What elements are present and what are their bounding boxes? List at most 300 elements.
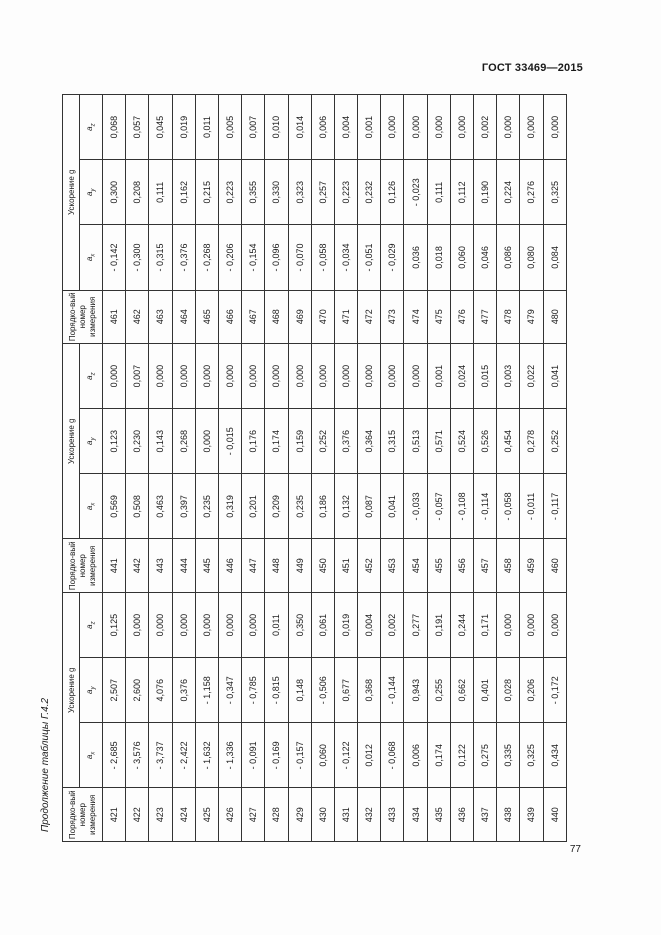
measurement-number-cell: 445 [195, 539, 218, 593]
acceleration-value-cell: - 0,051 [358, 225, 381, 290]
acceleration-value-cell: 0,368 [358, 658, 381, 723]
axis-letter: a [85, 440, 95, 445]
table-row [149, 95, 172, 842]
acceleration-value-cell: 4,076 [149, 658, 172, 723]
acceleration-value-cell: - 0,315 [149, 225, 172, 290]
table-header [63, 95, 103, 842]
acceleration-value-cell: - 0,169 [265, 723, 288, 788]
acceleration-value-cell: 0,215 [195, 160, 218, 225]
acceleration-value-cell: 0,206 [520, 658, 543, 723]
measurement-number-cell: 451 [334, 539, 357, 593]
acceleration-value-cell: 0,000 [172, 344, 195, 409]
acceleration-value-cell: - 1,632 [195, 723, 218, 788]
measurement-number-cell: 431 [334, 788, 357, 842]
measurement-number-cell: 440 [543, 788, 566, 842]
measurement-number-cell: 442 [126, 539, 149, 593]
acceleration-value-cell: 0,007 [242, 95, 265, 160]
acceleration-value-cell: 0,315 [381, 409, 404, 474]
acceleration-value-cell: 0,000 [242, 344, 265, 409]
acceleration-value-cell: 0,300 [103, 160, 126, 225]
acceleration-value-cell: 0,401 [474, 658, 497, 723]
table-row [520, 95, 543, 842]
acceleration-value-cell: 0,000 [172, 593, 195, 658]
axis-letter: a [85, 624, 95, 629]
acceleration-value-cell: 0,000 [195, 409, 218, 474]
acceleration-value-cell: 0,325 [543, 160, 566, 225]
measurement-number-cell: 448 [265, 539, 288, 593]
measurement-number-cell: 434 [404, 788, 427, 842]
table-row [103, 95, 126, 842]
acceleration-value-cell: 0,126 [381, 160, 404, 225]
acceleration-value-cell: - 0,068 [381, 723, 404, 788]
measurement-number-cell: 439 [520, 788, 543, 842]
acceleration-value-cell: 0,000 [404, 95, 427, 160]
acceleration-value-cell: 0,276 [520, 160, 543, 225]
acceleration-value-cell: 0,060 [450, 225, 473, 290]
acceleration-value-cell: 0,208 [126, 160, 149, 225]
rotated-table-area [40, 94, 590, 842]
acceleration-value-cell: - 1,158 [195, 658, 218, 723]
measurement-number-cell: 472 [358, 290, 381, 344]
acceleration-value-cell: 0,028 [497, 658, 520, 723]
measurement-number-cell: 477 [474, 290, 497, 344]
acceleration-value-cell: 0,223 [334, 160, 357, 225]
acceleration-value-cell: 0,662 [450, 658, 473, 723]
acceleration-value-cell: 0,162 [172, 160, 195, 225]
acceleration-value-cell: 0,677 [334, 658, 357, 723]
acceleration-value-cell: 0,018 [427, 225, 450, 290]
acceleration-value-cell: 0,176 [242, 409, 265, 474]
acceleration-value-cell: - 0,157 [288, 723, 311, 788]
axis-letter: a [85, 256, 95, 262]
acceleration-value-cell: 0,524 [450, 409, 473, 474]
measurement-number-cell: 422 [126, 788, 149, 842]
acceleration-value-cell: 0,002 [381, 593, 404, 658]
acceleration-value-cell: 0,330 [265, 160, 288, 225]
acceleration-value-cell: 0,000 [497, 95, 520, 160]
acceleration-value-cell: 0,508 [126, 474, 149, 539]
axis-subscript: z [90, 621, 97, 625]
acceleration-value-cell: 0,268 [172, 409, 195, 474]
acceleration-value-cell: 0,014 [288, 95, 311, 160]
acceleration-value-cell: 0,526 [474, 409, 497, 474]
axis-letter: a [85, 754, 95, 760]
acceleration-value-cell: 0,454 [497, 409, 520, 474]
acceleration-value-cell: 0,012 [358, 723, 381, 788]
acceleration-value-cell: - 0,172 [543, 658, 566, 723]
measurement-number-cell: 470 [311, 290, 334, 344]
acceleration-value-cell: 0,036 [404, 225, 427, 290]
acceleration-value-cell: 0,068 [103, 95, 126, 160]
measurement-number-cell: 473 [381, 290, 404, 344]
axis-header-y [80, 409, 103, 474]
axis-subscript: y [90, 188, 97, 192]
acceleration-value-cell: - 0,058 [311, 225, 334, 290]
acceleration-value-cell: - 0,033 [404, 474, 427, 539]
table-caption: Продолжение таблицы Г.4.2 [40, 697, 51, 832]
acceleration-header: Ускорение g [63, 593, 80, 788]
table-row [311, 95, 334, 842]
acceleration-value-cell: 0,235 [288, 474, 311, 539]
axis-header-x [80, 723, 103, 788]
acceleration-value-cell: - 0,785 [242, 658, 265, 723]
acceleration-value-cell: 0,000 [404, 344, 427, 409]
table-row [474, 95, 497, 842]
acceleration-value-cell: 0,252 [543, 409, 566, 474]
table-row [450, 95, 473, 842]
acceleration-value-cell: 0,041 [543, 344, 566, 409]
measurement-number-cell: 459 [520, 539, 543, 593]
acceleration-value-cell: 0,335 [497, 723, 520, 788]
measurement-number-cell: 435 [427, 788, 450, 842]
table-row [195, 95, 218, 842]
acceleration-value-cell: 0,571 [427, 409, 450, 474]
measurement-number-cell: 430 [311, 788, 334, 842]
acceleration-value-cell: 0,086 [497, 225, 520, 290]
acceleration-value-cell: 0,132 [334, 474, 357, 539]
measurement-number-cell: 466 [218, 290, 241, 344]
measurement-number-cell: 464 [172, 290, 195, 344]
acceleration-value-cell: 0,000 [195, 344, 218, 409]
measurement-number-cell: 479 [520, 290, 543, 344]
measurement-number-cell: 436 [450, 788, 473, 842]
measurement-number-cell: 460 [543, 539, 566, 593]
measurement-number-cell: 427 [242, 788, 265, 842]
measurement-number-cell: 455 [427, 539, 450, 593]
acceleration-value-cell: 0,174 [265, 409, 288, 474]
axis-subscript: z [90, 123, 97, 127]
acceleration-value-cell: - 0,057 [427, 474, 450, 539]
acceleration-value-cell: - 0,011 [520, 474, 543, 539]
acceleration-value-cell: 0,001 [358, 95, 381, 160]
acceleration-value-cell: 0,209 [265, 474, 288, 539]
axis-subscript: x [90, 502, 97, 506]
acceleration-value-cell: - 0,096 [265, 225, 288, 290]
acceleration-value-cell: 0,278 [520, 409, 543, 474]
table-row [126, 95, 149, 842]
axis-header-x [80, 474, 103, 539]
table-row [381, 95, 404, 842]
measurement-number-cell: 462 [126, 290, 149, 344]
measurement-number-cell: 424 [172, 788, 195, 842]
measurement-number-cell: 432 [358, 788, 381, 842]
axis-header-x [80, 225, 103, 290]
measurement-number-cell: 426 [218, 788, 241, 842]
measurement-number-cell: 452 [358, 539, 381, 593]
acceleration-value-cell: 0,190 [474, 160, 497, 225]
acceleration-value-cell: - 0,347 [218, 658, 241, 723]
acceleration-value-cell: 0,003 [497, 344, 520, 409]
acceleration-value-cell: 0,046 [474, 225, 497, 290]
acceleration-value-cell: 0,319 [218, 474, 241, 539]
acceleration-value-cell: - 2,422 [172, 723, 195, 788]
acceleration-value-cell: 0,000 [242, 593, 265, 658]
acceleration-value-cell: 0,000 [497, 593, 520, 658]
measurement-number-cell: 428 [265, 788, 288, 842]
measurement-number-cell: 443 [149, 539, 172, 593]
acceleration-value-cell: 0,123 [103, 409, 126, 474]
acceleration-value-cell: 0,376 [334, 409, 357, 474]
table-row [543, 95, 566, 842]
acceleration-value-cell: 0,084 [543, 225, 566, 290]
acceleration-value-cell: 0,000 [381, 95, 404, 160]
acceleration-value-cell: 0,004 [358, 593, 381, 658]
acceleration-value-cell: 0,275 [474, 723, 497, 788]
acceleration-value-cell: 0,000 [358, 344, 381, 409]
acceleration-value-cell: 0,230 [126, 409, 149, 474]
measurement-number-cell: 474 [404, 290, 427, 344]
acceleration-value-cell: - 0,300 [126, 225, 149, 290]
acceleration-value-cell: 0,010 [265, 95, 288, 160]
measurement-number-cell: 425 [195, 788, 218, 842]
acceleration-value-cell: 0,364 [358, 409, 381, 474]
axis-subscript: z [90, 372, 97, 376]
standard-header: ГОСТ 33469—2015 [481, 62, 583, 74]
axis-subscript: x [90, 253, 97, 257]
measurement-number-cell: 453 [381, 539, 404, 593]
acceleration-value-cell: 0,277 [404, 593, 427, 658]
acceleration-value-cell: 0,015 [474, 344, 497, 409]
acceleration-value-cell: 0,061 [311, 593, 334, 658]
axis-header-z [80, 95, 103, 160]
acceleration-value-cell: 0,000 [427, 95, 450, 160]
measurement-number-cell: 467 [242, 290, 265, 344]
acceleration-value-cell: - 1,336 [218, 723, 241, 788]
acceleration-value-cell: 0,000 [149, 344, 172, 409]
measurement-number-cell: 438 [497, 788, 520, 842]
table-row [172, 95, 195, 842]
acceleration-value-cell: 0,019 [172, 95, 195, 160]
measurement-number-cell: 429 [288, 788, 311, 842]
acceleration-value-cell: - 0,268 [195, 225, 218, 290]
acceleration-value-cell: 0,041 [381, 474, 404, 539]
acceleration-value-cell: 0,513 [404, 409, 427, 474]
measurement-number-cell: 441 [103, 539, 126, 593]
acceleration-value-cell: - 0,070 [288, 225, 311, 290]
acceleration-value-cell: 0,000 [149, 593, 172, 658]
acceleration-value-cell: 0,255 [427, 658, 450, 723]
measurement-number-header: Порядко-вый номер измерения [63, 539, 103, 593]
acceleration-value-cell: 0,943 [404, 658, 427, 723]
acceleration-value-cell: 0,087 [358, 474, 381, 539]
acceleration-value-cell: 0,000 [381, 344, 404, 409]
acceleration-value-cell: - 0,122 [334, 723, 357, 788]
acceleration-value-cell: 0,045 [149, 95, 172, 160]
acceleration-value-cell: 0,000 [195, 593, 218, 658]
measurement-number-cell: 471 [334, 290, 357, 344]
acceleration-value-cell: 0,022 [520, 344, 543, 409]
acceleration-value-cell: - 0,206 [218, 225, 241, 290]
acceleration-value-cell: 0,191 [427, 593, 450, 658]
acceleration-value-cell: - 0,815 [265, 658, 288, 723]
table-row [242, 95, 265, 842]
acceleration-value-cell: - 3,576 [126, 723, 149, 788]
acceleration-value-cell: 0,323 [288, 160, 311, 225]
measurement-number-cell: 446 [218, 539, 241, 593]
measurement-number-cell: 465 [195, 290, 218, 344]
measurement-number-cell: 433 [381, 788, 404, 842]
acceleration-value-cell: 0,080 [520, 225, 543, 290]
acceleration-value-cell: 0,257 [311, 160, 334, 225]
acceleration-value-cell: 0,024 [450, 344, 473, 409]
measurement-number-cell: 480 [543, 290, 566, 344]
acceleration-value-cell: 0,011 [195, 95, 218, 160]
acceleration-value-cell: - 3,737 [149, 723, 172, 788]
acceleration-value-cell: 0,112 [450, 160, 473, 225]
acceleration-value-cell: - 0,154 [242, 225, 265, 290]
acceleration-value-cell: 0,171 [474, 593, 497, 658]
acceleration-value-cell: 0,223 [218, 160, 241, 225]
acceleration-value-cell: - 0,023 [404, 160, 427, 225]
acceleration-value-cell: 0,000 [543, 593, 566, 658]
measurement-number-cell: 458 [497, 539, 520, 593]
acceleration-value-cell: 0,376 [172, 658, 195, 723]
measurement-number-cell: 461 [103, 290, 126, 344]
axis-letter: a [85, 505, 95, 511]
acceleration-value-cell: 0,201 [242, 474, 265, 539]
axis-letter: a [85, 191, 95, 197]
acceleration-value-cell: 2,507 [103, 658, 126, 723]
acceleration-value-cell: 2,600 [126, 658, 149, 723]
acceleration-value-cell: - 0,058 [497, 474, 520, 539]
page-number: 77 [569, 844, 581, 855]
acceleration-value-cell: 0,001 [427, 344, 450, 409]
acceleration-value-cell: - 0,034 [334, 225, 357, 290]
axis-header-y [80, 160, 103, 225]
acceleration-value-cell: 0,111 [149, 160, 172, 225]
acceleration-table [62, 94, 567, 842]
acceleration-value-cell: 0,000 [520, 593, 543, 658]
table-row [218, 95, 241, 842]
measurement-number-cell: 476 [450, 290, 473, 344]
acceleration-value-cell: 0,011 [265, 593, 288, 658]
acceleration-value-cell: 0,232 [358, 160, 381, 225]
acceleration-value-cell: - 0,144 [381, 658, 404, 723]
acceleration-value-cell: 0,000 [265, 344, 288, 409]
table-body [103, 95, 567, 842]
acceleration-value-cell: 0,000 [450, 95, 473, 160]
table-row [334, 95, 357, 842]
acceleration-value-cell: 0,000 [218, 344, 241, 409]
acceleration-value-cell: 0,060 [311, 723, 334, 788]
acceleration-value-cell: - 0,091 [242, 723, 265, 788]
acceleration-header: Ускорение g [63, 344, 80, 539]
measurement-number-cell: 450 [311, 539, 334, 593]
acceleration-value-cell: 0,007 [126, 344, 149, 409]
table-row [265, 95, 288, 842]
table-row [288, 95, 311, 842]
acceleration-value-cell: 0,355 [242, 160, 265, 225]
table-row [404, 95, 427, 842]
acceleration-value-cell: - 0,142 [103, 225, 126, 290]
acceleration-value-cell: 0,000 [311, 344, 334, 409]
acceleration-value-cell: 0,244 [450, 593, 473, 658]
measurement-number-cell: 475 [427, 290, 450, 344]
acceleration-value-cell: 0,224 [497, 160, 520, 225]
measurement-number-header: Порядко-вый номер измерения [63, 290, 103, 344]
measurement-number-cell: 449 [288, 539, 311, 593]
acceleration-value-cell: 0,252 [311, 409, 334, 474]
measurement-number-cell: 421 [103, 788, 126, 842]
acceleration-value-cell: 0,148 [288, 658, 311, 723]
acceleration-value-cell: 0,057 [126, 95, 149, 160]
acceleration-value-cell: 0,235 [195, 474, 218, 539]
measurement-number-cell: 468 [265, 290, 288, 344]
measurement-number-cell: 444 [172, 539, 195, 593]
acceleration-value-cell: 0,174 [427, 723, 450, 788]
acceleration-value-cell: - 0,015 [218, 409, 241, 474]
axis-letter: a [85, 689, 95, 694]
acceleration-value-cell: - 0,376 [172, 225, 195, 290]
measurement-number-cell: 457 [474, 539, 497, 593]
measurement-number-cell: 463 [149, 290, 172, 344]
table-row [497, 95, 520, 842]
acceleration-value-cell: 0,569 [103, 474, 126, 539]
acceleration-value-cell: 0,159 [288, 409, 311, 474]
measurement-number-cell: 456 [450, 539, 473, 593]
acceleration-value-cell: 0,125 [103, 593, 126, 658]
acceleration-value-cell: 0,434 [543, 723, 566, 788]
acceleration-value-cell: - 0,117 [543, 474, 566, 539]
measurement-number-cell: 437 [474, 788, 497, 842]
acceleration-value-cell: 0,000 [288, 344, 311, 409]
acceleration-value-cell: 0,350 [288, 593, 311, 658]
acceleration-value-cell: 0,000 [543, 95, 566, 160]
acceleration-value-cell: 0,325 [520, 723, 543, 788]
acceleration-value-cell: 0,000 [126, 593, 149, 658]
acceleration-value-cell: 0,000 [218, 593, 241, 658]
acceleration-value-cell: 0,186 [311, 474, 334, 539]
acceleration-value-cell: 0,004 [334, 95, 357, 160]
acceleration-value-cell: 0,463 [149, 474, 172, 539]
acceleration-value-cell: 0,005 [218, 95, 241, 160]
acceleration-value-cell: 0,006 [311, 95, 334, 160]
acceleration-value-cell: 0,111 [427, 160, 450, 225]
axis-letter: a [85, 126, 95, 131]
axis-header-y [80, 658, 103, 723]
acceleration-value-cell: - 0,506 [311, 658, 334, 723]
axis-header-z [80, 344, 103, 409]
acceleration-value-cell: - 0,029 [381, 225, 404, 290]
acceleration-value-cell: 0,000 [334, 344, 357, 409]
table-row [427, 95, 450, 842]
measurement-number-cell: 454 [404, 539, 427, 593]
measurement-number-cell: 423 [149, 788, 172, 842]
measurement-number-cell: 469 [288, 290, 311, 344]
acceleration-value-cell: 0,002 [474, 95, 497, 160]
acceleration-value-cell: 0,122 [450, 723, 473, 788]
acceleration-value-cell: - 0,108 [450, 474, 473, 539]
acceleration-value-cell: 0,143 [149, 409, 172, 474]
acceleration-value-cell: 0,000 [520, 95, 543, 160]
acceleration-value-cell: 0,006 [404, 723, 427, 788]
axis-subscript: y [90, 437, 97, 441]
axis-subscript: y [90, 686, 97, 690]
measurement-number-cell: 478 [497, 290, 520, 344]
measurement-number-cell: 447 [242, 539, 265, 593]
axis-letter: a [85, 375, 95, 380]
acceleration-header: Ускорение g [63, 95, 80, 291]
acceleration-value-cell: - 0,114 [474, 474, 497, 539]
acceleration-value-cell: 0,019 [334, 593, 357, 658]
measurement-number-header: Порядко-вый номер измерения [63, 788, 103, 842]
axis-header-z [80, 593, 103, 658]
table-row [358, 95, 381, 842]
acceleration-value-cell: - 2,685 [103, 723, 126, 788]
acceleration-value-cell: 0,397 [172, 474, 195, 539]
acceleration-value-cell: 0,000 [103, 344, 126, 409]
axis-subscript: x [90, 751, 97, 755]
